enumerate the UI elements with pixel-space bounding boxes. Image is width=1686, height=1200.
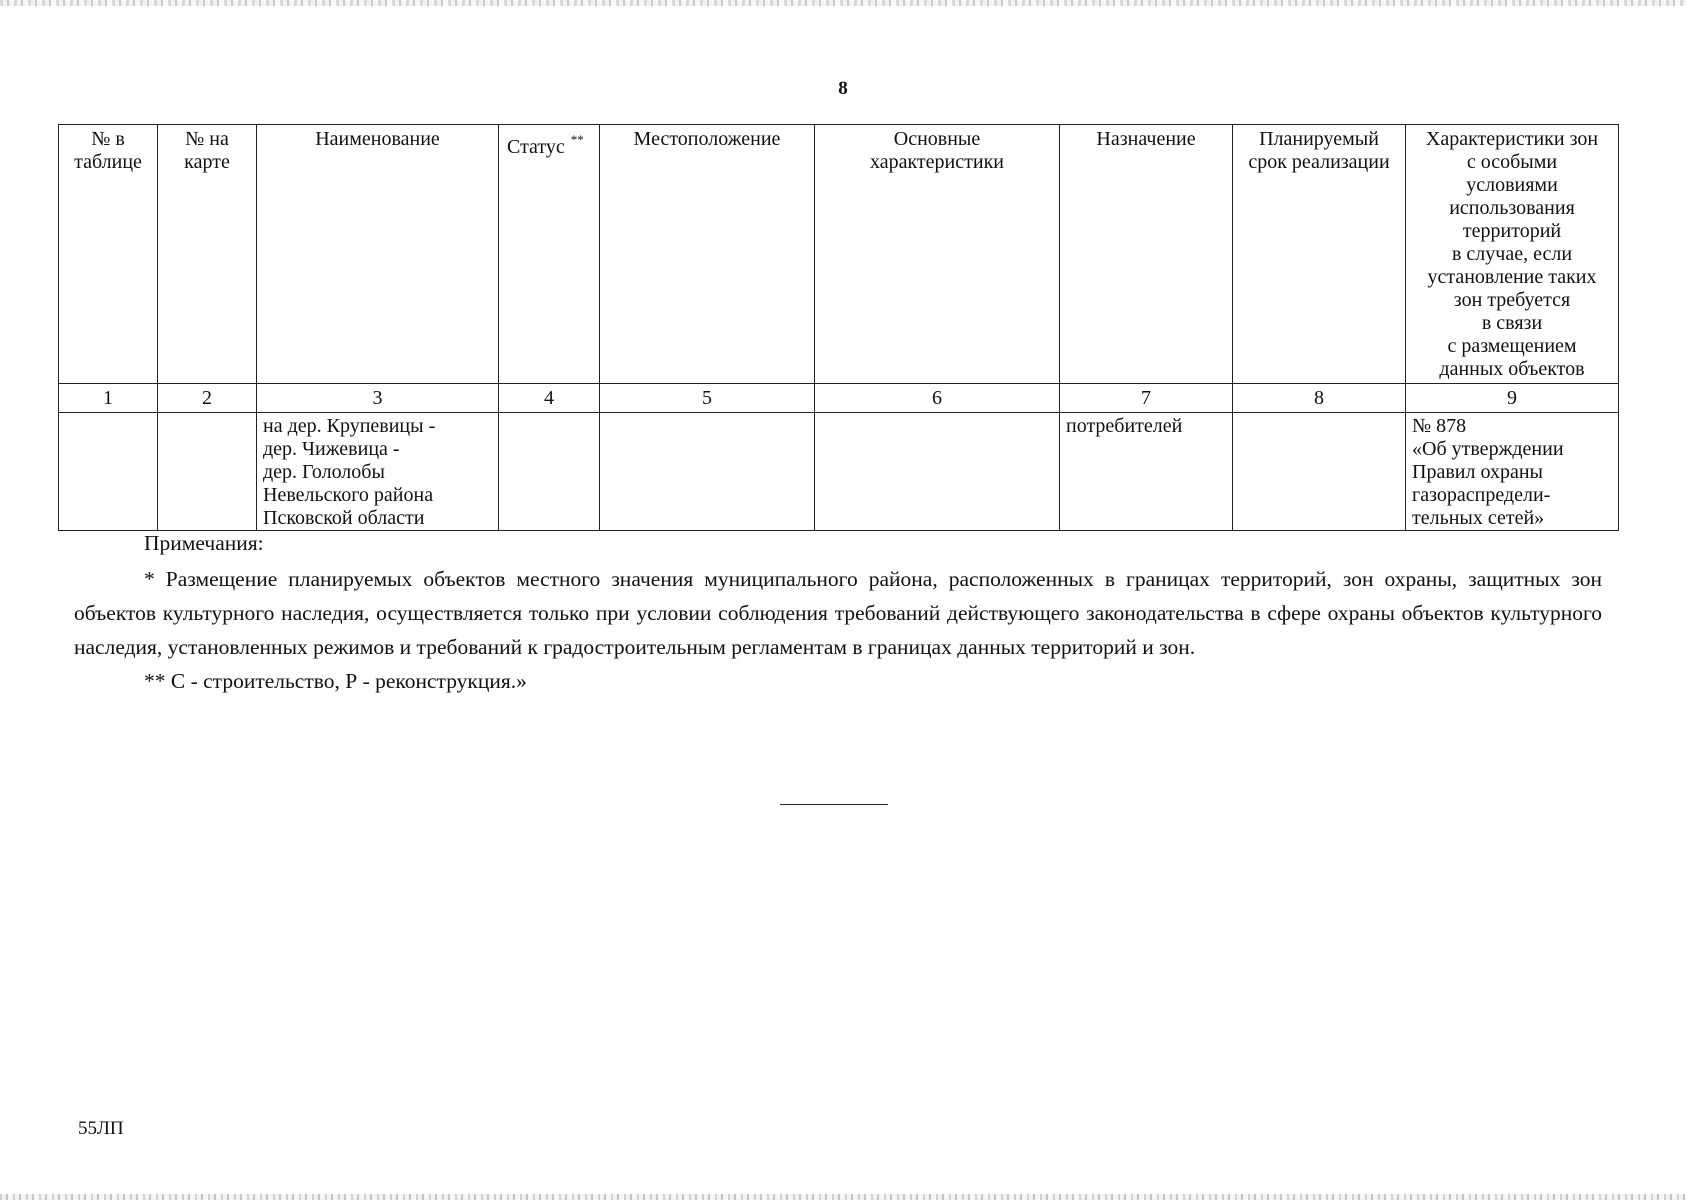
header-planned-term: Планируемый срок реализации [1233,125,1406,384]
cell-main-characteristics [815,413,1060,531]
header-map-number: № на карте [158,125,257,384]
column-number: 1 [59,384,158,413]
column-number: 8 [1233,384,1406,413]
header-location: Местоположение [600,125,815,384]
header-purpose: Назначение [1060,125,1233,384]
end-divider [780,804,888,805]
header-status: Статус ** [499,125,600,384]
header-special-zones: Характеристики зон с особыми условиями использования территорий в случае, если установление таких зон требуется в связи с размещением данных объектов [1406,125,1619,384]
status-footnote-marker: ** [570,132,584,147]
cell-location [600,413,815,531]
notes-section [74,528,1602,698]
cell-planned-term [1233,413,1406,531]
column-number: 7 [1060,384,1233,413]
note-status-legend: ** С - строительство, Р - реконструкция.» [144,669,527,693]
column-numbers-row [59,384,1619,413]
column-number: 6 [815,384,1060,413]
table-row [59,413,1619,531]
header-main-characteristics: Основные характеристики [815,125,1060,384]
column-number: 4 [499,384,600,413]
footer-code: 55ЛП [78,1118,124,1139]
cell-name: на дер. Крупевицы - дер. Чижевица - дер. Гололобы Невельского района Псковской области [257,413,499,531]
page-number: 8 [838,78,848,99]
header-table-number: № в таблице [59,125,158,384]
column-number: 3 [257,384,499,413]
scan-edge-top [0,0,1686,6]
cell-special-zones: № 878 «Об утверждении Правил охраны газораспредели- тельных сетей» [1406,413,1619,531]
notes-title: Примечания: [144,531,264,555]
header-name: Наименование [257,125,499,384]
table-header-row [59,125,1619,384]
cell-status [499,413,600,531]
column-number: 2 [158,384,257,413]
note-cultural-heritage: * Размещение планируемых объектов местного значения муниципального района, расположенных в границах территорий, зон охраны, защитных зон объектов культурного наследия, осуществляется только при условии соблюдения требований действующего законодательства в сфере охраны объектов культурного наследия, установленных режимов и требований к градостроительным регламентам в границах данных территорий и зон. [74,567,1602,659]
cell-purpose: потребителей [1060,413,1233,531]
planned-objects-table [58,124,1619,531]
cell-table-number [59,413,158,531]
column-number: 9 [1406,384,1619,413]
column-number: 5 [600,384,815,413]
scan-edge-bottom [0,1194,1686,1200]
cell-map-number [158,413,257,531]
